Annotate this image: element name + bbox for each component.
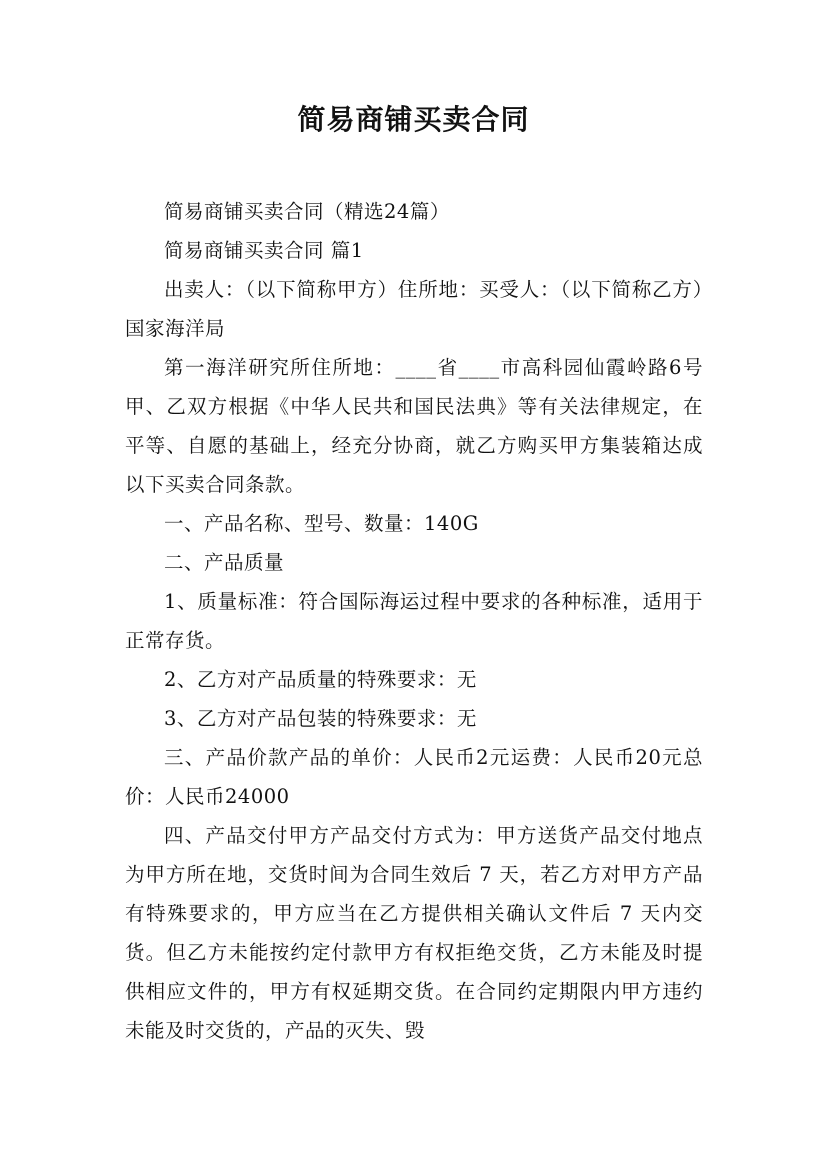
- paragraph-clause-2-2: 2、乙方对产品质量的特殊要求：无: [164, 668, 477, 691]
- paragraph-clause-4: 四、产品交付甲方产品交付方式为：甲方送货产品交付地点为甲方所在地，交货时间为合同生效后 7 天，若乙方对甲方产品有特殊要求的，甲方应当在乙方提供相关确认文件后 7 天内交货。但乙方未能按约定付款甲方有权拒绝交货，乙方未能及时提供相应文件的，甲方有权延期交货。在合同约定期限内甲方违约未能及时交货的，产品的灭失、毁: [125, 824, 703, 1042]
- document-body: [125, 192, 703, 1050]
- document-title: 简易商铺买卖合同: [297, 103, 530, 136]
- paragraph-clause-2: 二、产品质量: [164, 551, 285, 574]
- paragraph-clause-2-3: 3、乙方对产品包装的特殊要求：无: [164, 707, 477, 730]
- paragraph-parties: 出卖人：（以下简称甲方）住所地：买受人：（以下简称乙方）国家海洋局: [125, 278, 703, 340]
- paragraph-clause-2-1: 1、质量标准：符合国际海运过程中要求的各种标准，适用于正常存货。: [125, 590, 703, 652]
- paragraph-clause-3: 三、产品价款产品的单价：人民币2元运费：人民币20元总价：人民币24000: [125, 746, 703, 808]
- paragraph-clause-1: 一、产品名称、型号、数量：140G: [164, 512, 479, 535]
- paragraph-section-heading: 简易商铺买卖合同 篇1: [164, 239, 364, 262]
- paragraph-subtitle: 简易商铺买卖合同（精选24篇）: [164, 200, 450, 223]
- paragraph-preamble: 第一海洋研究所住所地：____省____市高科园仙霞岭路6号甲、乙双方根据《中华人民共和国民法典》等有关法律规定，在平等、自愿的基础上，经充分协商，就乙方购买甲方集装箱达成以下买卖合同条款。: [125, 356, 703, 496]
